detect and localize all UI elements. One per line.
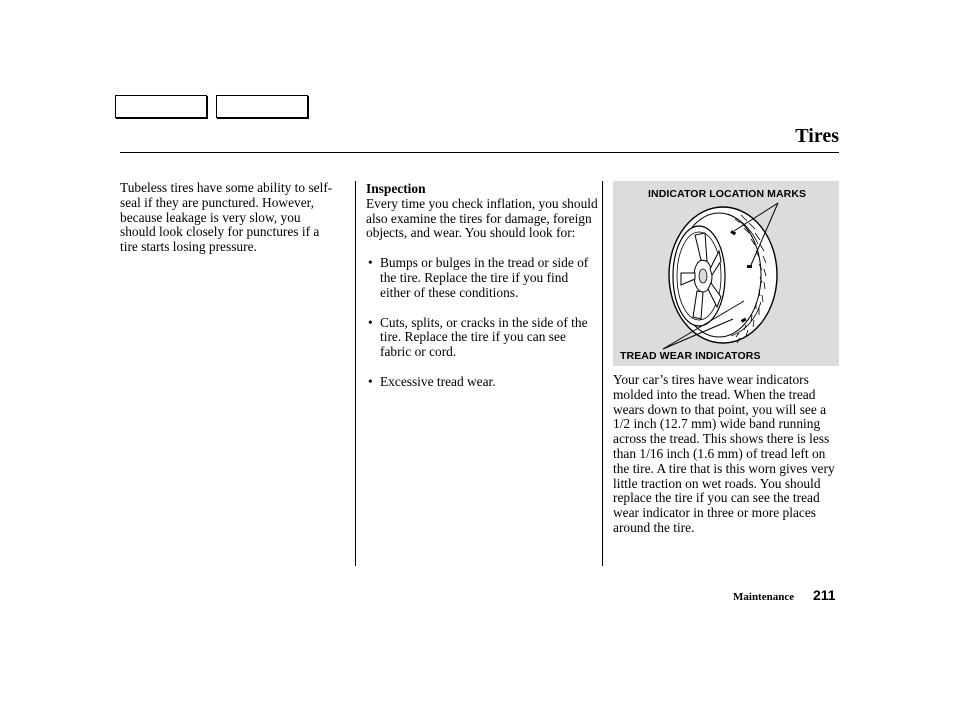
footer-section-name: Maintenance: [733, 591, 795, 603]
title-divider: [120, 152, 839, 153]
wear-indicator-paragraph: Your car’s tires have wear indicators molded into the tread. When the tread wears down to that point, you will see a 1/2 inch (12.7 mm) wide band running across the tread. This shows there is less than 1/16 inch (1.6 mm) of tread left on the tire. A tire that is this worn gives very little traction on wet roads. You should replace the tire if you can see the tread wear indicator in three or more places around the tire.: [613, 372, 835, 535]
list-item: [366, 256, 598, 300]
column-1: [120, 181, 338, 255]
list-item-text: Bumps or bulges in the tread or side of the tire. Replace the tire if you find either of these conditions.: [380, 255, 589, 300]
tire-illustration: [613, 181, 839, 366]
column-divider-2: [602, 181, 603, 566]
tire-icon: [613, 181, 839, 366]
list-item-text: Excessive tread wear.: [380, 373, 496, 389]
inspection-heading: Inspection: [366, 181, 426, 196]
bullet-icon: •: [368, 255, 373, 271]
nav-button-1[interactable]: [115, 95, 207, 118]
list-item-text: Cuts, splits, or cracks in the side of the tire. Replace the tire if you can see fabric or cord.: [380, 314, 588, 360]
bullet-icon: •: [368, 373, 373, 389]
column-3: [613, 373, 841, 536]
list-item: [366, 375, 598, 390]
bullet-icon: •: [368, 314, 373, 330]
indicator-location-marks-label: INDICATOR LOCATION MARKS: [648, 188, 807, 200]
nav-button-2[interactable]: [216, 95, 308, 118]
inspection-list: [366, 256, 598, 390]
column-divider-1: [355, 181, 356, 566]
list-item: [366, 316, 598, 360]
tread-wear-indicators-label: TREAD WEAR INDICATORS: [620, 350, 761, 362]
page-title: Tires: [795, 125, 839, 147]
self-seal-paragraph: Tubeless tires have some ability to self-seal if they are punctured. However, because leakage is very slow, you should look closely for punctures if a tire starts losing pressure.: [120, 180, 333, 255]
column-2: [366, 182, 598, 405]
page-number: 211: [813, 587, 836, 603]
inspection-intro: Every time you check inflation, you should also examine the tires for damage, foreign objects, and wear. You should look for:: [366, 195, 598, 241]
